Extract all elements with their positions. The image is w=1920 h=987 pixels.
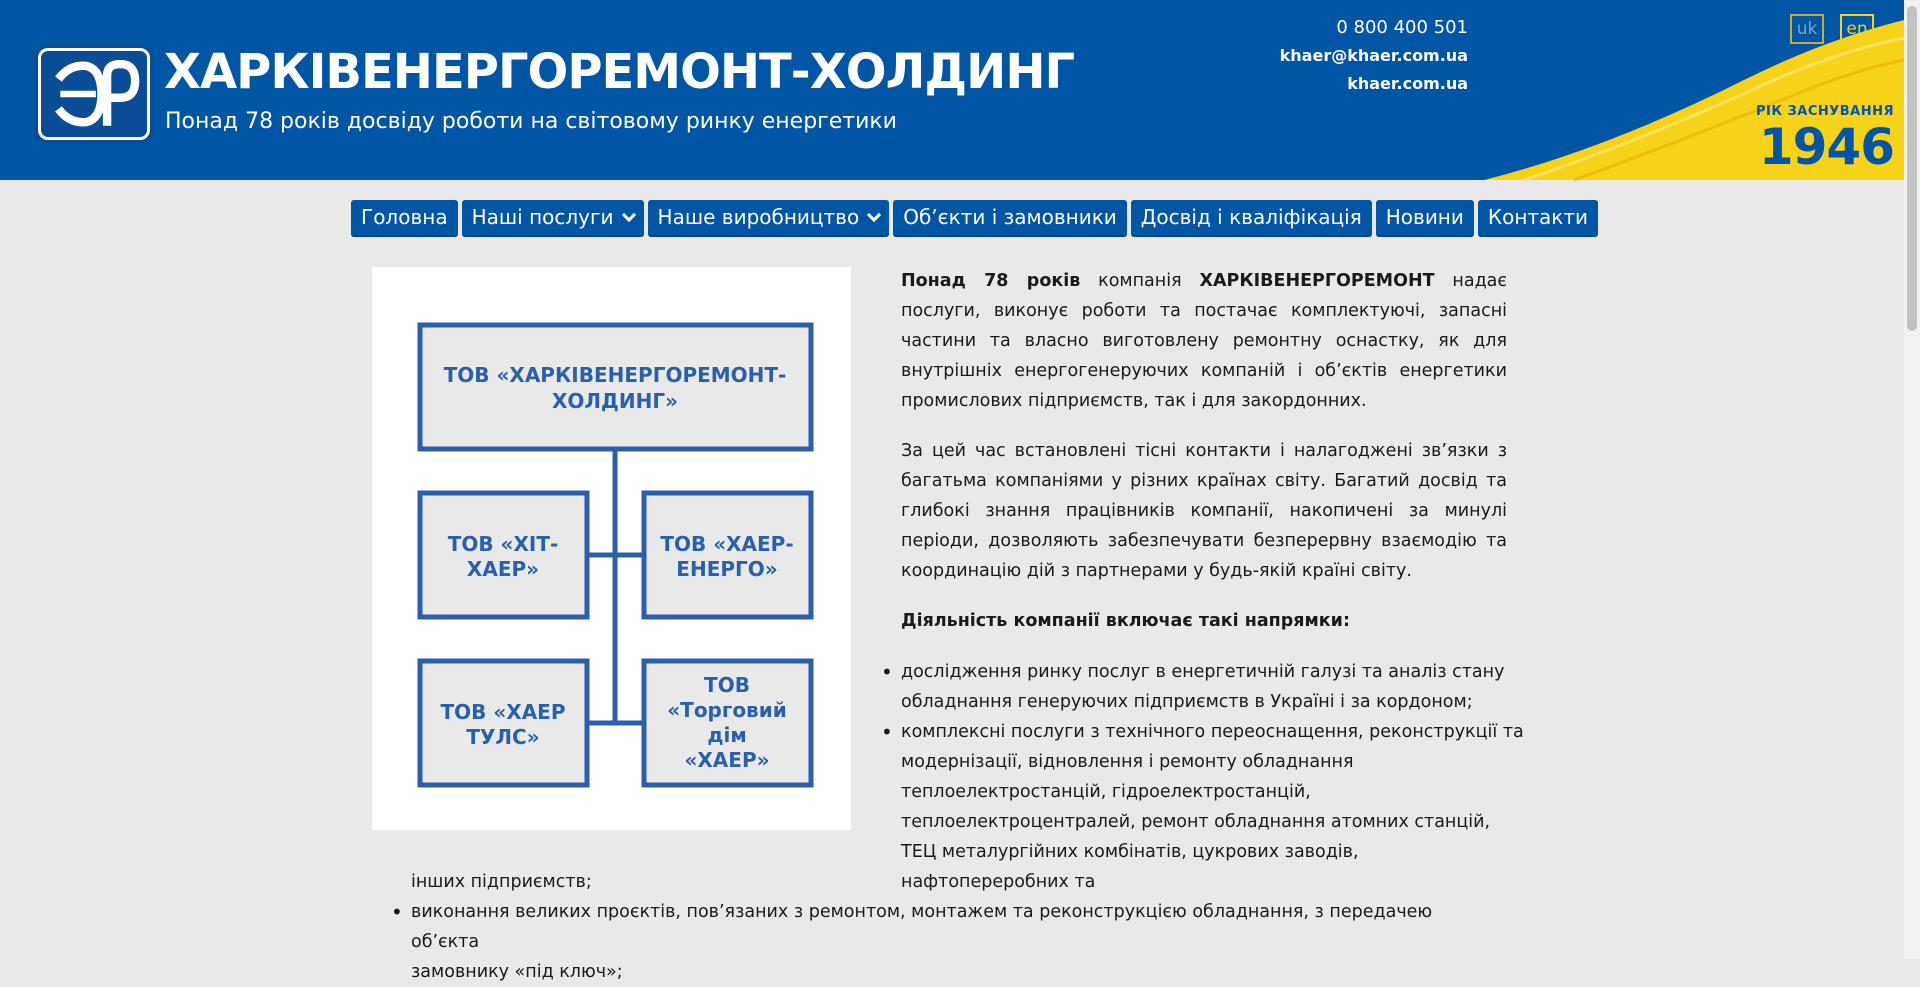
phone-link[interactable]: 0 800 400 501 bbox=[1336, 17, 1468, 38]
company-structure-diagram bbox=[372, 267, 851, 830]
lang-uk-button[interactable]: uk bbox=[1790, 14, 1824, 44]
main-nav bbox=[351, 200, 1598, 237]
company-logo[interactable] bbox=[38, 48, 150, 140]
intro-text-part: надає послуги, виконує роботи та постачає комплектуючі, запасні частини та власно виготовлену ремонтну оснастку, як для внутрішніх енергогенеруючих компаній і об’єктів енергетики промислових підприємств, так і для закордонних. bbox=[901, 271, 1507, 411]
intro-paragraph-1 bbox=[901, 266, 1507, 416]
intro-bold-company: ХАРКІВЕНЕРГОРЕМОНТ bbox=[1199, 271, 1435, 291]
founded-label: РІК ЗАСНУВАННЯ bbox=[1756, 104, 1894, 119]
nav-contacts[interactable] bbox=[1478, 200, 1598, 237]
nav-label: Наші послуги bbox=[471, 205, 614, 229]
list-item-continuation: інших підприємств; bbox=[411, 872, 592, 892]
founded-year: 1946 bbox=[1758, 118, 1894, 176]
org-text: ЕНЕРГО» bbox=[676, 557, 778, 581]
page-scrollbar[interactable] bbox=[1904, 0, 1920, 959]
org-text: ТОВ «ХАЕР- bbox=[660, 532, 794, 556]
nav-home[interactable] bbox=[351, 200, 458, 237]
nav-label: Досвід і кваліфікація bbox=[1140, 205, 1362, 229]
logo-er-icon bbox=[41, 51, 147, 137]
chevron-down-icon bbox=[867, 207, 881, 221]
nav-label: Контакти bbox=[1487, 205, 1589, 229]
nav-production[interactable] bbox=[648, 200, 890, 237]
intro-bold-years: Понад 78 років bbox=[901, 271, 1081, 291]
company-title[interactable]: ХАРКІВЕНЕРГОРЕМОНТ-ХОЛДИНГ bbox=[164, 44, 1075, 100]
nav-experience[interactable] bbox=[1131, 200, 1372, 237]
site-header bbox=[0, 0, 1904, 180]
activities-heading: Діяльність компанії включає такі напрямки: bbox=[901, 611, 1350, 631]
org-text: ХОЛДИНГ» bbox=[552, 389, 678, 413]
nav-label: Новини bbox=[1385, 205, 1464, 229]
company-tagline: Понад 78 років досвіду роботи на світовому ринку енергетики bbox=[165, 109, 897, 134]
list-item: • комплексні послуги з технічного переоснащення, реконструкції та модернізації, відновлення і ремонту обладнання теплоелектростанцій, гідроелектростанцій, теплоелектроцентралей, ремонт обладнання атомних станцій, ТЕЦ металургійних комбінатів, цукрових заводів, нафтопереробних та bbox=[901, 717, 1527, 897]
email-link[interactable]: khaer@khaer.com.ua bbox=[1279, 46, 1468, 65]
intro-text-part: компанія bbox=[1080, 271, 1200, 291]
list-item-text: замовнику «під ключ»; bbox=[411, 962, 623, 982]
org-text: ТОВ bbox=[704, 673, 750, 697]
list-item-text: виконання великих проєктів, пов’язаних з ремонтом, монтажем та реконструкцією обладнання, з передачею об’єкта bbox=[411, 902, 1433, 952]
nav-objects[interactable] bbox=[893, 200, 1127, 237]
org-text: ТОВ «ХІТ- bbox=[447, 532, 559, 556]
org-text: ТОВ «ХАЕР bbox=[440, 700, 566, 724]
list-item: • дослідження ринку послуг в енергетичній галузі та аналіз стану обладнання генеруючих підприємств в Україні і за кордоном; bbox=[901, 657, 1527, 717]
chevron-down-icon bbox=[621, 207, 635, 221]
org-text: ХАЕР» bbox=[466, 557, 540, 581]
header-contacts bbox=[1280, 14, 1468, 98]
org-box-holding bbox=[420, 325, 811, 449]
org-text: «Торговий bbox=[667, 698, 787, 722]
scrollbar-thumb[interactable] bbox=[1907, 6, 1917, 331]
org-text: ТОВ «ХАРКІВЕНЕРГОРЕМОНТ- bbox=[443, 363, 787, 387]
list-item bbox=[411, 897, 1501, 987]
nav-services[interactable] bbox=[462, 200, 644, 237]
intro-paragraph-2: За цей час встановлені тісні контакти і налагоджені зв’язки з багатьма компаніями у різних країнах світу. Багатий досвід та глибокі знання працівників компанії, накопичені за минулі періоди, дозволяють забезпечувати безперервну взаємодію та координацію дій з партнерами у будь-якій країні світу. bbox=[901, 441, 1507, 581]
nav-label: Об’єкти і замовники bbox=[903, 205, 1117, 229]
activities-list bbox=[901, 657, 1527, 897]
lang-en-button[interactable]: en bbox=[1840, 14, 1874, 44]
intro-text bbox=[901, 266, 1507, 656]
org-text: «ХАЕР» bbox=[684, 748, 770, 772]
org-text: ТУЛС» bbox=[466, 725, 540, 749]
nav-label: Головна bbox=[361, 205, 448, 229]
org-chart bbox=[372, 267, 851, 830]
nav-label: Наше виробництво bbox=[657, 205, 860, 229]
nav-news[interactable] bbox=[1376, 200, 1474, 237]
website-link[interactable]: khaer.com.ua bbox=[1347, 74, 1468, 93]
org-text: дім bbox=[707, 723, 747, 747]
